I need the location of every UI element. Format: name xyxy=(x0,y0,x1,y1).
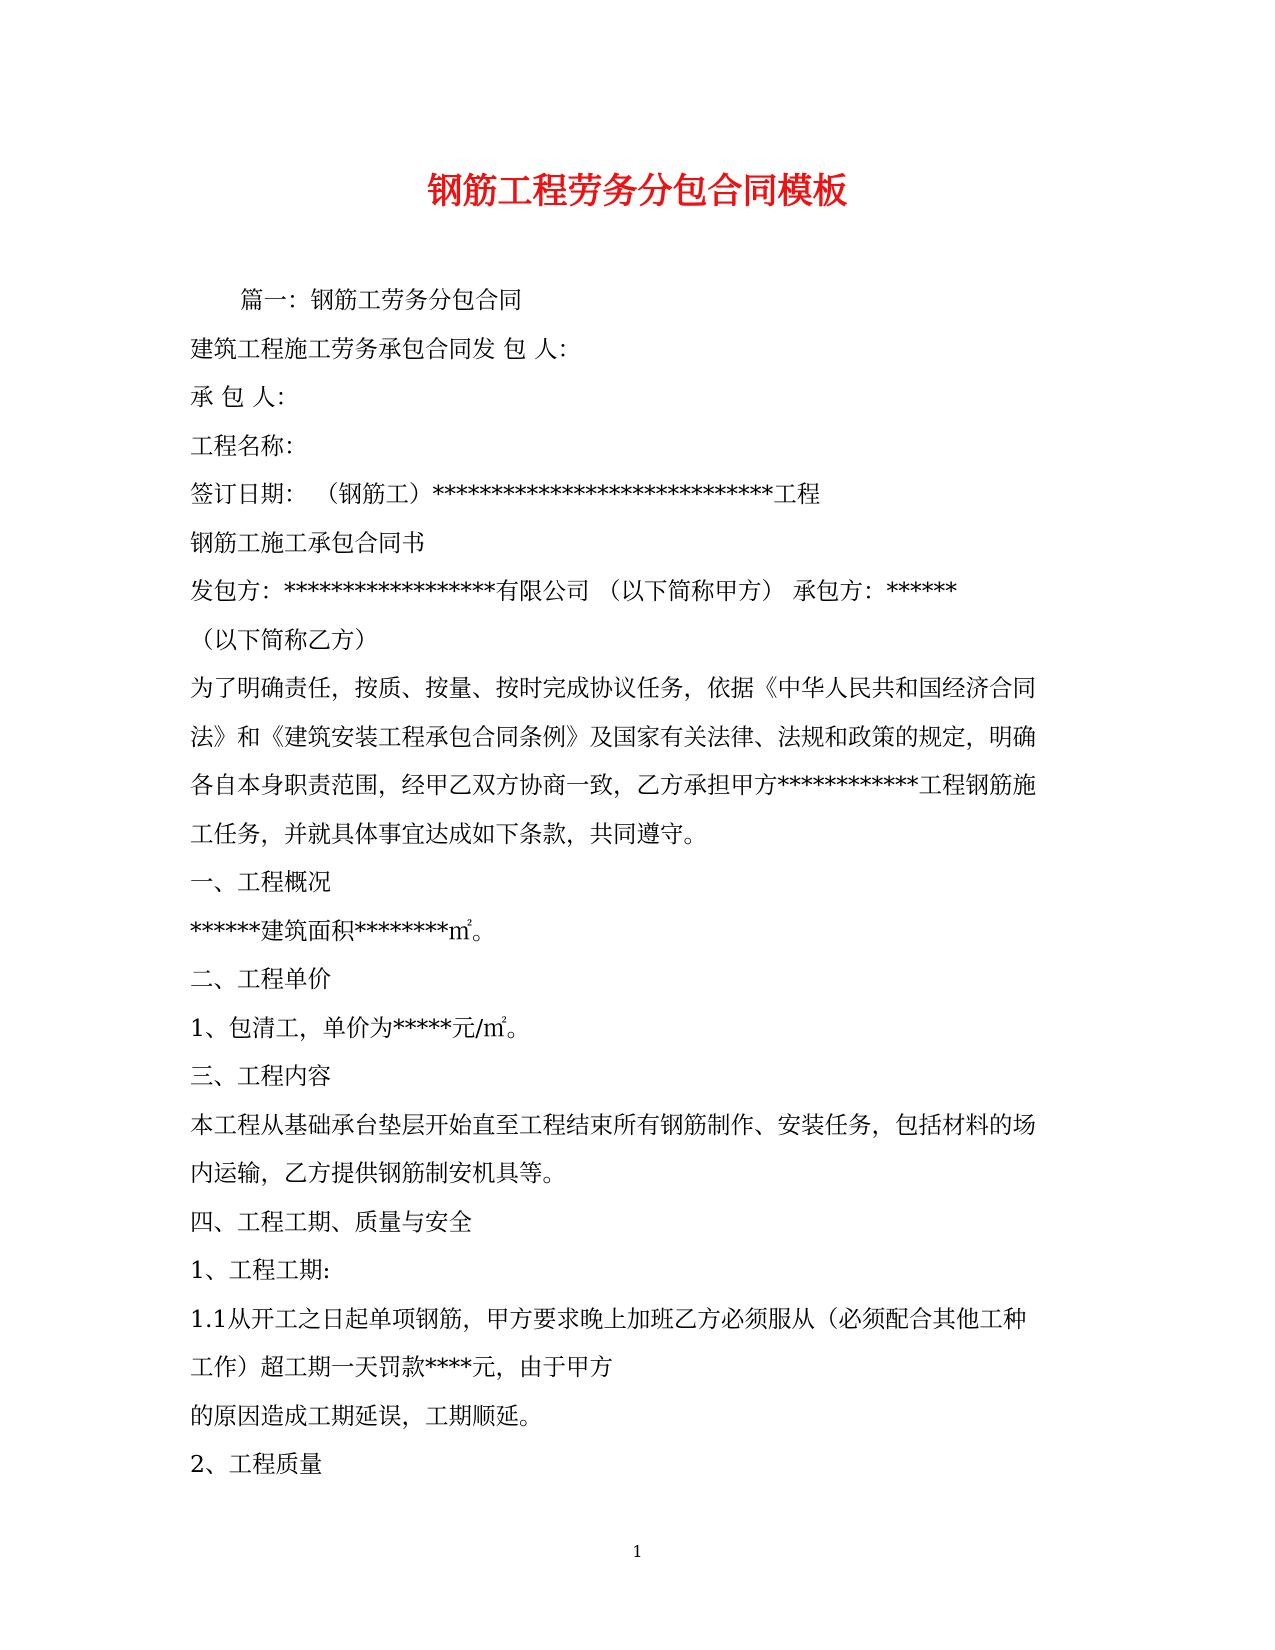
text-line: 签订日期： （钢筋工）*****************************工程 xyxy=(190,480,821,508)
text-line: 2、工程质量 xyxy=(190,1450,323,1478)
section-heading: 一、工程概况 xyxy=(190,868,331,896)
document-title: 钢筋工程劳务分包合同模板 xyxy=(427,172,848,212)
text-line: 内运输，乙方提供钢筋制安机具等。 xyxy=(190,1159,566,1187)
section-heading: 四、工程工期、质量与安全 xyxy=(190,1207,472,1236)
text-line: 建筑工程施工劳务承包合同发 包 人： xyxy=(190,334,581,363)
text-line: 承 包 人： xyxy=(190,383,299,411)
text-line: 工作）超工期一天罚款****元，由于甲方 xyxy=(190,1353,613,1381)
text-line: 的原因造成工期延误，工期顺延。 xyxy=(190,1401,543,1430)
section-heading: 三、工程内容 xyxy=(190,1062,331,1090)
text-line: 工程名称： xyxy=(190,431,308,460)
text-line: 为了明确责任，按质、按量、按时完成协议任务，依据《中华人民共和国经济合同 xyxy=(190,674,1036,702)
section-heading: 二、工程单价 xyxy=(190,965,331,993)
text-line: （以下简称乙方） xyxy=(190,625,378,654)
document-body xyxy=(190,276,1090,1489)
text-line: 钢筋工施工承包合同书 xyxy=(190,528,425,557)
text-line: 本工程从基础承台垫层开始直至工程结束所有钢筋制作、安装任务，包括材料的场 xyxy=(190,1110,1036,1139)
text-line: ******建筑面积********㎡。 xyxy=(190,916,496,945)
text-line: 发包方：******************有限公司 （以下简称甲方） 承包方：****** xyxy=(190,577,957,605)
text-line: 1、工程工期: xyxy=(190,1256,331,1284)
text-line: 法》和《建筑安装工程承包合同条例》及国家有关法律、法规和政策的规定，明确 xyxy=(190,722,1036,751)
section-heading: 篇一：钢筋工劳务分包合同 xyxy=(240,286,522,314)
text-line: 1.1从开工之日起单项钢筋，甲方要求晚上加班乙方必须服从（必须配合其他工种 xyxy=(190,1304,1027,1333)
page-number: 1 xyxy=(632,1542,643,1561)
text-line: 各自本身职责范围，经甲乙双方协商一致，乙方承担甲方************工程钢筋施 xyxy=(190,771,1036,799)
text-line: 1、包清工，单价为*****元/㎡。 xyxy=(190,1013,531,1042)
text-line: 工任务，并就具体事宜达成如下条款，共同遵守。 xyxy=(190,819,707,848)
